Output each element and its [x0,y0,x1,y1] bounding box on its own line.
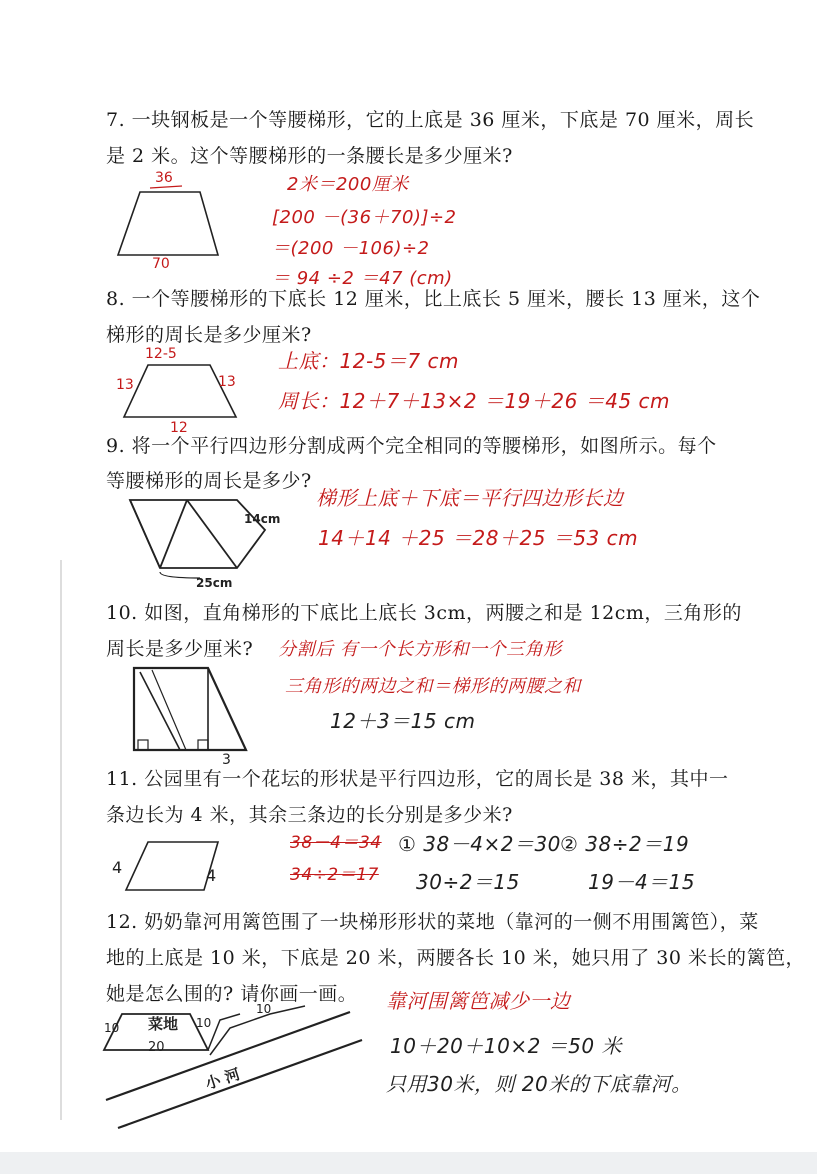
q12-work-2: 10＋20＋10×2 ＝50 米 [390,1034,622,1058]
q7-bottom-label: 70 [152,256,170,272]
margin-line [55,560,67,1120]
q11-right-label: 4 [206,866,217,885]
q12-river-label: 小 河 [203,1064,243,1093]
q10-bottom-label: 3 [222,752,231,768]
q8-text-line2: 梯形的周长是多少厘米? [106,324,312,346]
q10-work-3: 12＋3＝15 cm [330,709,476,733]
q12-mid-label: 10 [196,1016,212,1030]
q12-left-label: 10 [104,1021,120,1035]
q11-method2-2: 19－4＝15 [588,870,696,894]
q10-text-line2: 周长是多少厘米? [106,638,254,660]
q11-text-line1: 11. 公园里有一个花坛的形状是平行四边形，它的周长是 38 米，其中一 [106,768,729,790]
q8-left-label: 13 [116,377,134,393]
q7-work-3: ＝(200 －106)÷2 [272,238,430,259]
q11-method2-1: ② 38÷2＝19 [560,832,690,856]
q8-work-1: 上底：12-5＝7 cm [278,349,459,373]
q12-work-1: 靠河围篱笆减少一边 [386,989,571,1013]
q12-bottom-label: 20 [148,1040,165,1055]
q7-text-line2: 是 2 米。这个等腰梯形的一条腰长是多少厘米? [106,145,513,167]
q12-text-line2: 地的上底是 10 米，下底是 20 米，两腰各长 10 米，她只用了 30 米长的篱笆， [106,947,806,969]
q7-trapezoid-figure [110,180,230,270]
q7-work-1: 2米＝200厘米 [287,174,409,195]
q9-work-2: 14＋14 ＋25 ＝28＋25 ＝53 cm [318,526,639,550]
q8-trapezoid-figure [118,355,258,425]
q12-text-line1: 12. 奶奶靠河用篱笆围了一块梯形形状的菜地（靠河的一侧不用围篱笆），菜 [106,911,759,933]
q9-right-label: 14cm [244,512,281,526]
q9-text-line2: 等腰梯形的周长是多少? [106,470,312,492]
q11-crossed-1: 38－4＝34 [290,833,382,853]
q12-work-3: 只用30米，则 20米的下底靠河。 [386,1072,692,1096]
q10-text-line1: 10. 如图，直角梯形的下底比上底长 3cm，两腰之和是 12cm，三角形的 [106,602,742,624]
q8-top-label: 12-5 [145,346,177,362]
q8-bottom-label: 12 [170,420,188,436]
q11-crossed-2: 34÷2＝17 [290,865,379,885]
q8-text-line1: 8. 一个等腰梯形的下底长 12 厘米，比上底长 5 厘米，腰长 13 厘米，这个 [106,288,761,310]
q11-method1-1: ① 38－4×2＝30 [398,832,561,856]
bottom-bar [0,1152,817,1174]
q10-trapezoid-figure [130,662,260,762]
q12-text-line3: 她是怎么围的? 请你画一画。 [106,983,358,1005]
q11-text-line2: 条边长为 4 米，其余三条边的长分别是多少米? [106,804,513,826]
q12-garden-label: 菜地 [148,1015,179,1033]
q8-work-2: 周长：12＋7＋13×2 ＝19＋26 ＝45 cm [278,389,671,413]
q12-right-label: 10 [256,1002,272,1016]
q9-bottom-label: 25cm [196,576,233,590]
q8-right-label: 13 [218,374,236,390]
q7-work-4: ＝ 94 ÷2 ＝47 (cm) [272,268,453,289]
q7-work-2: [200 －(36＋70)]÷2 [272,207,457,228]
q9-work-1: 梯形上底＋下底＝平行四边形长边 [316,486,624,510]
q11-left-label: 4 [112,858,123,877]
q7-text-line1: 7. 一块钢板是一个等腰梯形，它的上底是 36 厘米，下底是 70 厘米，周长 [106,109,755,131]
q10-work-1: 分割后 有一个长方形和一个三角形 [278,639,562,660]
q9-text-line1: 9. 将一个平行四边形分割成两个完全相同的等腰梯形，如图所示。每个 [106,435,717,457]
q11-method1-2: 30÷2＝15 [416,870,520,894]
q7-top-label: 36 [155,170,173,186]
q10-work-2: 三角形的两边之和＝梯形的两腰之和 [285,676,581,697]
